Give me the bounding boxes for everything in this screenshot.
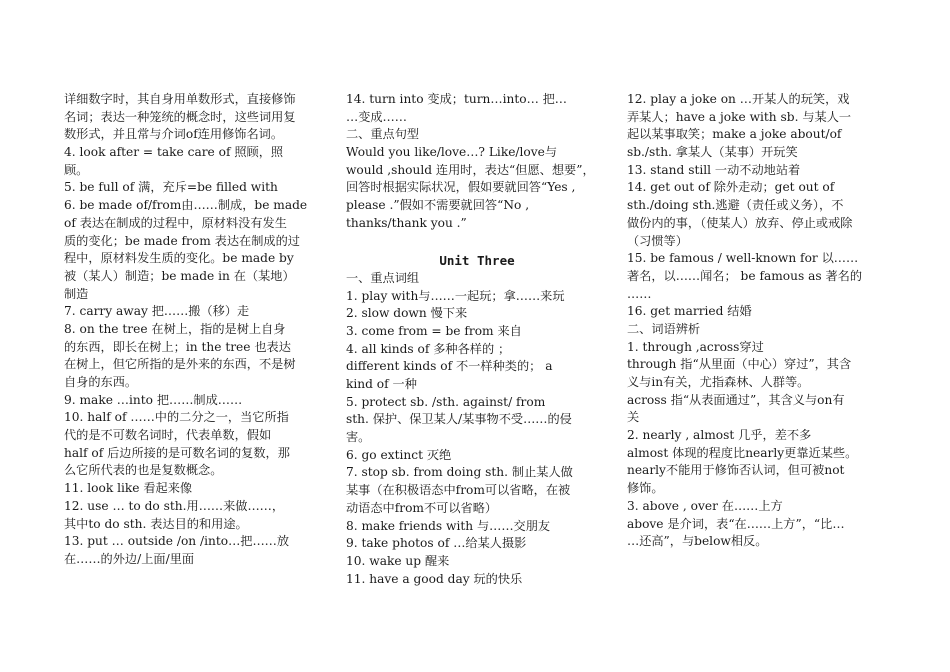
section-heading: 二、重点句型 — [346, 127, 420, 142]
text-line: 8. on the tree 在树上，指的是树上自身 — [64, 321, 286, 336]
text-line: 5. be full of 满，充斥=be filled with — [64, 180, 278, 195]
text-line: almost 体现的程度比nearly更靠近某些。 — [627, 445, 858, 460]
text-line: …还高”，与below相反。 — [627, 534, 768, 549]
text-line: 2. slow down 慢下来 — [346, 306, 468, 321]
text-line: 13. stand still 一动不动地站着 — [627, 162, 801, 177]
text-line: 6. go extinct 灭绝 — [346, 447, 452, 462]
text-line: 16. get married 结婚 — [627, 304, 752, 319]
text-line: Would you like/love…? Like/love与 — [346, 145, 558, 160]
text-line: 么它所代表的也是复数概念。 — [64, 463, 223, 478]
text-line: please .”假如不需要就回答“No , — [346, 198, 530, 213]
text-line: 义与in有关，尤指森林、人群等。 — [627, 375, 810, 389]
text-line: 14. turn into 变成；turn…into… 把… — [346, 92, 567, 106]
text-line: 的东西，即长在树上；in the tree 也表达 — [64, 339, 291, 354]
text-line: 制造 — [64, 286, 89, 301]
column-middle — [346, 91, 608, 588]
text-line: 详细数字时，其自身用单数形式，直接修饰 — [64, 92, 296, 106]
text-line: 动语态中from不可以省略） — [346, 500, 498, 515]
text-line: 修饰。 — [627, 481, 664, 496]
text-line: 4. all kinds of 多种各样的 ； — [346, 341, 511, 356]
text-line: 2. nearly , almost 几乎，差不多 — [627, 428, 812, 443]
text-line: 11. look like 看起来像 — [64, 481, 193, 496]
text-line: thanks/thank you .” — [346, 215, 467, 230]
text-line: of 表达在制成的过程中，原材料没有发生 — [64, 215, 287, 230]
text-line: …… — [627, 286, 652, 301]
text-line: 10. half of ……中的二分之一，当它所指 — [64, 410, 289, 425]
text-line: 著名，以……闻名； be famous as 著名的 — [627, 268, 863, 283]
text-line: sth./doing sth.逃避（责任或义务），不 — [627, 198, 844, 213]
text-line: different kinds of 不一样种类的； a — [346, 359, 553, 374]
text-line: 8. make friends with 与……交朋友 — [346, 518, 551, 533]
unit-title: Unit Three — [439, 253, 515, 269]
text-line: 关 — [627, 410, 640, 425]
text-line: 名词；表达一种笼统的概念时，这些词用复 — [64, 109, 296, 124]
text-line: 10. wake up 醒来 — [346, 553, 450, 568]
text-line: 害。 — [346, 430, 371, 445]
text-line: kind of 一种 — [346, 377, 417, 391]
text-line: 9. make …into 把……制成…… — [64, 392, 243, 407]
text-line: nearly不能用于修饰否认词，但可被not — [627, 463, 845, 478]
text-line: 7. carry away 把……搬（移）走 — [64, 304, 250, 319]
text-line: 13. put … outside /on /into…把……放 — [64, 534, 290, 549]
text-line: 11. have a good day 玩的快乐 — [346, 571, 523, 586]
column-right — [627, 91, 889, 551]
text-line: 弄某人；have a joke with sb. 与某人一 — [627, 109, 852, 124]
text-line: 做份内的事，（使某人）放弃、停止或戒除 — [627, 215, 853, 230]
text-line: 数形式，并且常与介词of连用修饰名词。 — [64, 127, 284, 142]
text-line: 4. look after = take care of 照顾，照 — [64, 145, 284, 160]
text-line: 程中，原材料发生质的变化。be made by — [64, 251, 294, 266]
text-line: 起以某事取笑；make a joke about/of — [627, 127, 842, 142]
text-line: half of 后边所接的是可数名词的复数，那 — [64, 445, 290, 460]
blank-line — [346, 233, 608, 251]
text-line: 1. through ,across穿过 — [627, 339, 764, 354]
text-line: 顾。 — [64, 162, 89, 177]
text-line: 6. be made of/from由……制成，be made — [64, 198, 308, 213]
text-line: 3. above , over 在……上方 — [627, 498, 783, 513]
text-line: 质的变化；be made from 表达在制成的过 — [64, 233, 300, 248]
text-line: 其中to do sth. 表达目的和用途。 — [64, 516, 248, 531]
text-line: （习惯等） — [627, 233, 688, 248]
text-line: 9. take photos of …给某人摄影 — [346, 536, 527, 551]
text-line: 12. play a joke on …开某人的玩笑，戏 — [627, 92, 850, 106]
text-line: above 是介词，表“在……上方”，“比… — [627, 516, 845, 531]
text-line: 12. use … to do sth.用……来做……， — [64, 498, 285, 513]
column-left — [64, 91, 326, 569]
text-line: sth. 保护、保卫某人/某事物不受……的侵 — [346, 412, 572, 427]
text-line: 3. come from = be from 来自 — [346, 323, 522, 338]
text-line: 在树上，但它所指的是外来的东西，不是树 — [64, 357, 296, 372]
text-line: 7. stop sb. from doing sth. 制止某人做 — [346, 465, 573, 480]
text-line: 15. be famous / well-known for 以…… — [627, 251, 859, 266]
text-line: 在……的外边/上面/里面 — [64, 551, 195, 566]
text-line: through 指“从里面（中心）穿过”，其含 — [627, 357, 852, 372]
section-heading: 二、词语辨析 — [627, 321, 701, 336]
section-heading: 一、重点词组 — [346, 270, 420, 285]
text-line: 被（某人）制造；be made in 在（某地） — [64, 268, 295, 283]
text-line: …变成…… — [346, 109, 407, 124]
text-line: 某事（在积极语态中from可以省略，在被 — [346, 483, 571, 498]
text-line: would ,should 连用时，表达“但愿、想要”， — [346, 162, 595, 177]
text-line: sb./sth. 拿某人（某事）开玩笑 — [627, 145, 798, 160]
text-line: 5. protect sb. /sth. against/ from — [346, 394, 546, 409]
text-line: 14. get out of 除外走动；get out of — [627, 180, 835, 195]
text-line: 1. play with与……一起玩；拿……来玩 — [346, 288, 565, 303]
text-line: 代的是不可数名词时，代表单数，假如 — [64, 428, 272, 443]
text-line: 回答时根据实际状况，假如要就回答“Yes , — [346, 180, 576, 195]
text-line: across 指“从表面通过”，其含义与on有 — [627, 392, 845, 407]
text-line: 自身的东西。 — [64, 375, 138, 389]
